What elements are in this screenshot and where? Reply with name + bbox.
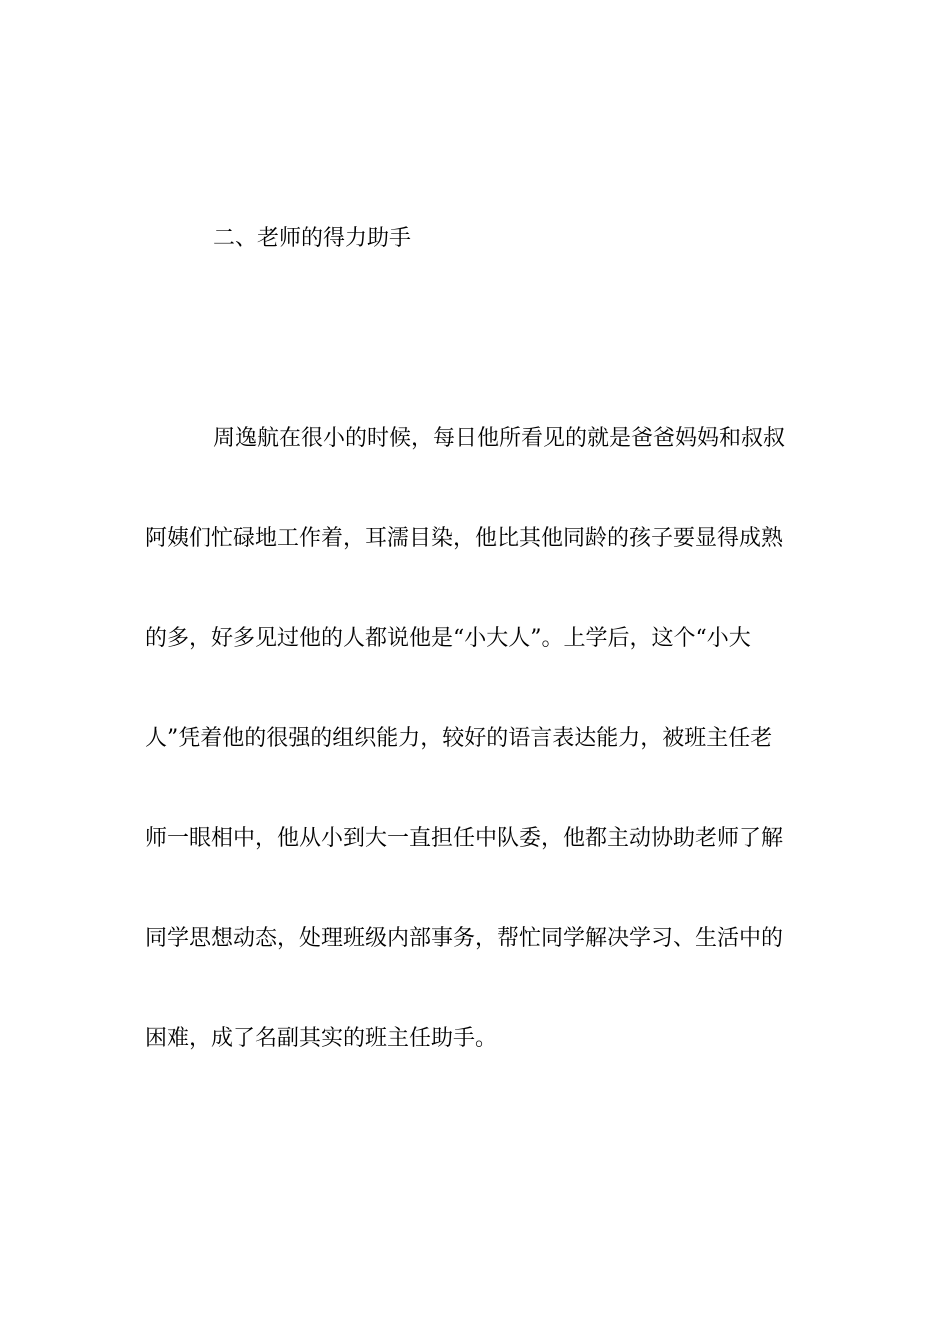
paragraph-line: 困难，成了名副其实的班主任助手。 xyxy=(145,1026,498,1051)
paragraph-line: 师一眼相中，他从小到大一直担任中队委，他都主动协助老师了解 xyxy=(145,826,784,851)
paragraph-line: 阿姨们忙碌地工作着，耳濡目染，他比其他同龄的孩子要显得成熟 xyxy=(145,526,784,551)
paragraph-line: 周逸航在很小的时候，每日他所看见的就是爸爸妈妈和叔叔 xyxy=(213,426,786,451)
paragraph-line: 同学思想动态，处理班级内部事务，帮忙同学解决学习、生活中的 xyxy=(145,926,784,951)
section-heading: 二、老师的得力助手 xyxy=(213,226,412,251)
paragraph-line: 的多，好多见过他的人都说他是“小大人”。上学后，这个“小大 xyxy=(145,626,751,651)
paragraph-line: 人”凭着他的很强的组织能力，较好的语言表达能力，被班主任老 xyxy=(145,726,773,751)
